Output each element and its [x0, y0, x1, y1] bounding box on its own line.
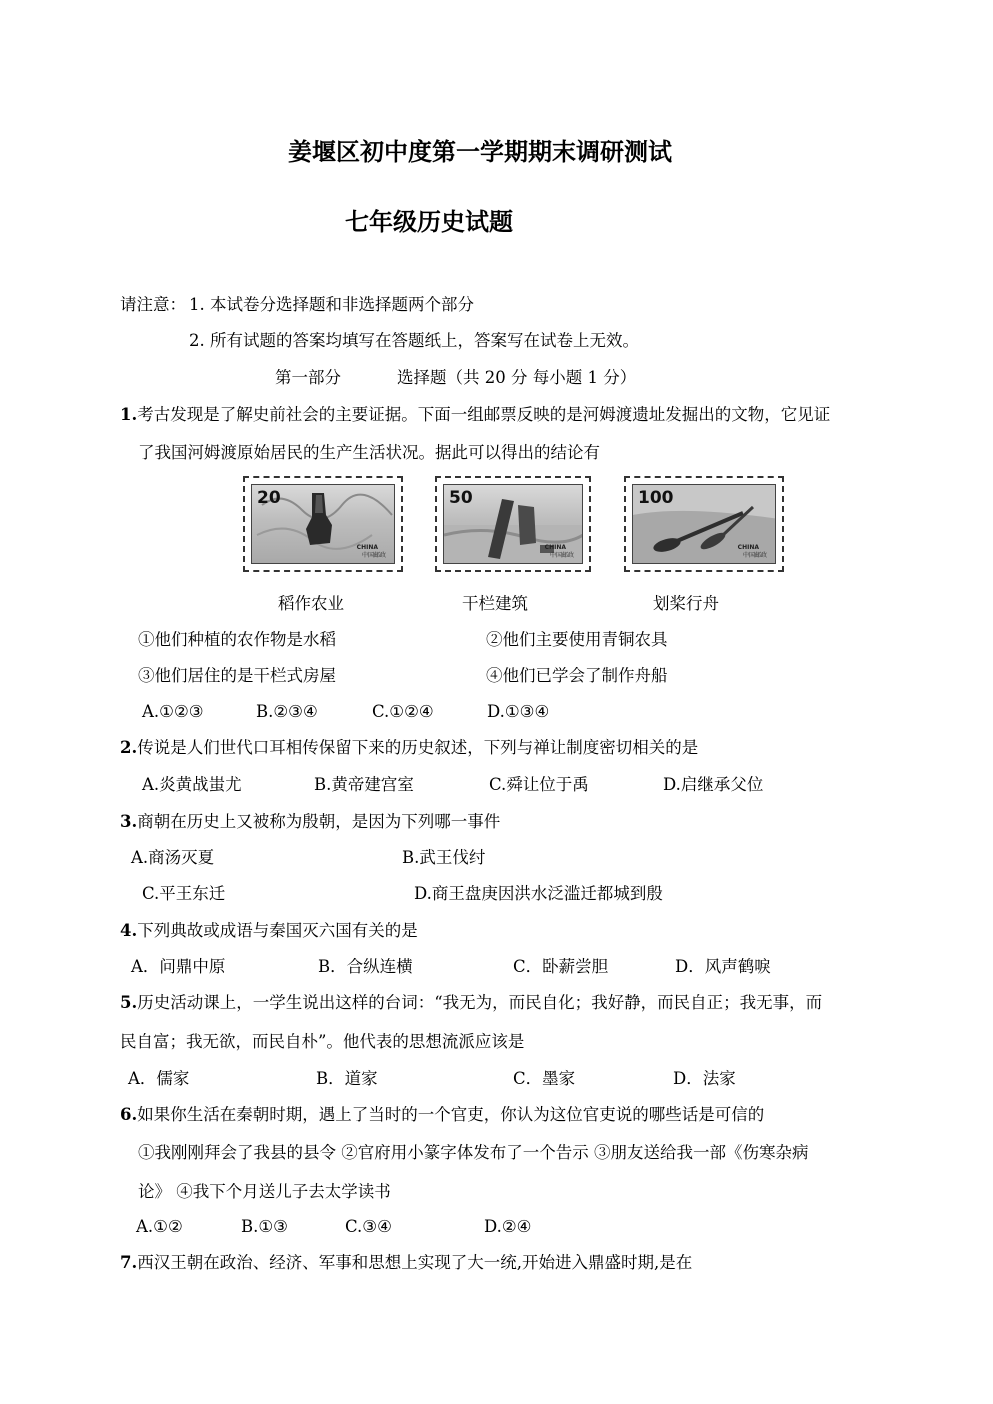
- option-a[interactable]: A.①②: [136, 1217, 183, 1236]
- question-number: 6.: [120, 1105, 138, 1124]
- question-2: [120, 737, 698, 759]
- question-number: 4.: [120, 921, 138, 940]
- question-7: [120, 1252, 692, 1274]
- option-b[interactable]: B.①③: [241, 1217, 288, 1236]
- stamp-post: 中国邮政: [549, 552, 574, 559]
- question-1: [120, 404, 830, 426]
- statement-2: ②他们主要使用青铜农具: [486, 630, 668, 649]
- option-c[interactable]: C.舜让位于禹: [489, 775, 589, 794]
- option-d[interactable]: D.商王盘庚因洪水泛滥迁都城到殷: [414, 884, 663, 903]
- question-number: 1.: [120, 405, 138, 424]
- option-b[interactable]: B．道家: [316, 1069, 378, 1088]
- question-number: 2.: [120, 738, 138, 757]
- option-a[interactable]: A．儒家: [128, 1069, 190, 1088]
- stamp-denomination: 20: [257, 488, 281, 508]
- question-number: 3.: [120, 812, 138, 831]
- stamp-caption: 干栏建筑: [462, 594, 528, 613]
- question-stem: 下列典故或成语与秦国灭六国有关的是: [137, 921, 418, 940]
- question-stem: 历史活动课上，一学生说出这样的台词：“我无为，而民自化；我好静，而民自正；我无事，而: [137, 993, 823, 1012]
- option-c[interactable]: C.①②④: [372, 702, 434, 721]
- stamp-denomination: 50: [449, 488, 473, 508]
- section-name: 选择题（共 20 分 每小题 1 分）: [397, 368, 637, 387]
- option-d[interactable]: D．风声鹤唳: [675, 957, 771, 976]
- question-6-statements-cont: 论》 ④我下个月送儿子去太学读书: [138, 1182, 391, 1201]
- option-a[interactable]: A.①②③: [142, 702, 204, 721]
- statement-4: ④他们已学会了制作舟船: [486, 666, 668, 685]
- question-stem: 商朝在历史上又被称为殷朝，是因为下列哪一事件: [137, 812, 501, 831]
- option-b[interactable]: B.②③④: [256, 702, 318, 721]
- stamp-rice-farming: [243, 476, 403, 572]
- exam-title: 姜堰区初中度第一学期期末调研测试: [288, 138, 672, 166]
- question-3: [120, 811, 500, 833]
- option-b[interactable]: B．合纵连横: [318, 957, 413, 976]
- option-d[interactable]: D.①③④: [487, 702, 550, 721]
- stamp-caption: 稻作农业: [278, 594, 344, 613]
- notice-item-2: 2. 所有试题的答案均填写在答题纸上，答案写在试卷上无效。: [189, 331, 639, 350]
- option-d[interactable]: D.启继承父位: [663, 775, 764, 794]
- stamp-country: CHINA: [737, 544, 759, 551]
- option-b[interactable]: B.黄帝建宫室: [314, 775, 414, 794]
- stamp-paddle-boat: [624, 476, 784, 572]
- option-c[interactable]: C.平王东迁: [142, 884, 226, 903]
- question-stem: 西汉王朝在政治、经济、军事和思想上实现了大一统,开始进入鼎盛时期,是在: [137, 1253, 693, 1272]
- section-part: 第一部分: [275, 368, 341, 387]
- question-number: 7.: [120, 1253, 138, 1272]
- question-5-stem-cont: 民自富；我无欲，而民自朴”。他代表的思想流派应该是: [120, 1032, 525, 1051]
- option-a[interactable]: A.炎黄战蚩尤: [142, 775, 242, 794]
- stamp-denomination: 100: [638, 488, 674, 508]
- stamp-caption: 划桨行舟: [653, 594, 719, 613]
- question-stem: 考古发现是了解史前社会的主要证据。下面一组邮票反映的是河姆渡遗址发掘出的文物，它见证: [137, 405, 831, 424]
- question-1-stem-cont: 了我国河姆渡原始居民的生产生活状况。据此可以得出的结论有: [138, 443, 600, 462]
- question-stem: 传说是人们世代口耳相传保留下来的历史叙述，下列与禅让制度密切相关的是: [137, 738, 699, 757]
- question-6-statements: ①我刚刚拜会了我县的县令 ②官府用小篆字体发布了一个告示 ③朋友送给我一部《伤寒杂病: [138, 1143, 809, 1162]
- stamp-country: CHINA: [356, 544, 378, 551]
- statement-1: ①他们种植的农作物是水稻: [138, 630, 336, 649]
- question-number: 5.: [120, 993, 138, 1012]
- option-a[interactable]: A．问鼎中原: [131, 957, 226, 976]
- option-d[interactable]: D．法家: [673, 1069, 736, 1088]
- question-stem: 如果你生活在秦朝时期，遇上了当时的一个官吏，你认为这位官吏说的哪些话是可信的: [137, 1105, 765, 1124]
- option-b[interactable]: B.武王伐纣: [402, 848, 486, 867]
- option-c[interactable]: C.③④: [345, 1217, 392, 1236]
- notice-item-1: 1. 本试卷分选择题和非选择题两个部分: [189, 295, 474, 314]
- notice-label: 请注意：: [120, 295, 186, 314]
- stamp-post: 中国邮政: [742, 552, 767, 559]
- question-4: [120, 920, 418, 942]
- option-c[interactable]: C．卧薪尝胆: [513, 957, 609, 976]
- question-5: [120, 992, 822, 1014]
- statement-3: ③他们居住的是干栏式房屋: [138, 666, 336, 685]
- exam-subtitle: 七年级历史试题: [345, 208, 513, 236]
- question-6: [120, 1104, 764, 1126]
- option-c[interactable]: C．墨家: [513, 1069, 576, 1088]
- stamp-stilt-house: [435, 476, 591, 572]
- option-d[interactable]: D.②④: [484, 1217, 532, 1236]
- option-a[interactable]: A.商汤灭夏: [131, 848, 215, 867]
- stamp-post: 中国邮政: [361, 552, 386, 559]
- stamp-country: CHINA: [544, 544, 566, 551]
